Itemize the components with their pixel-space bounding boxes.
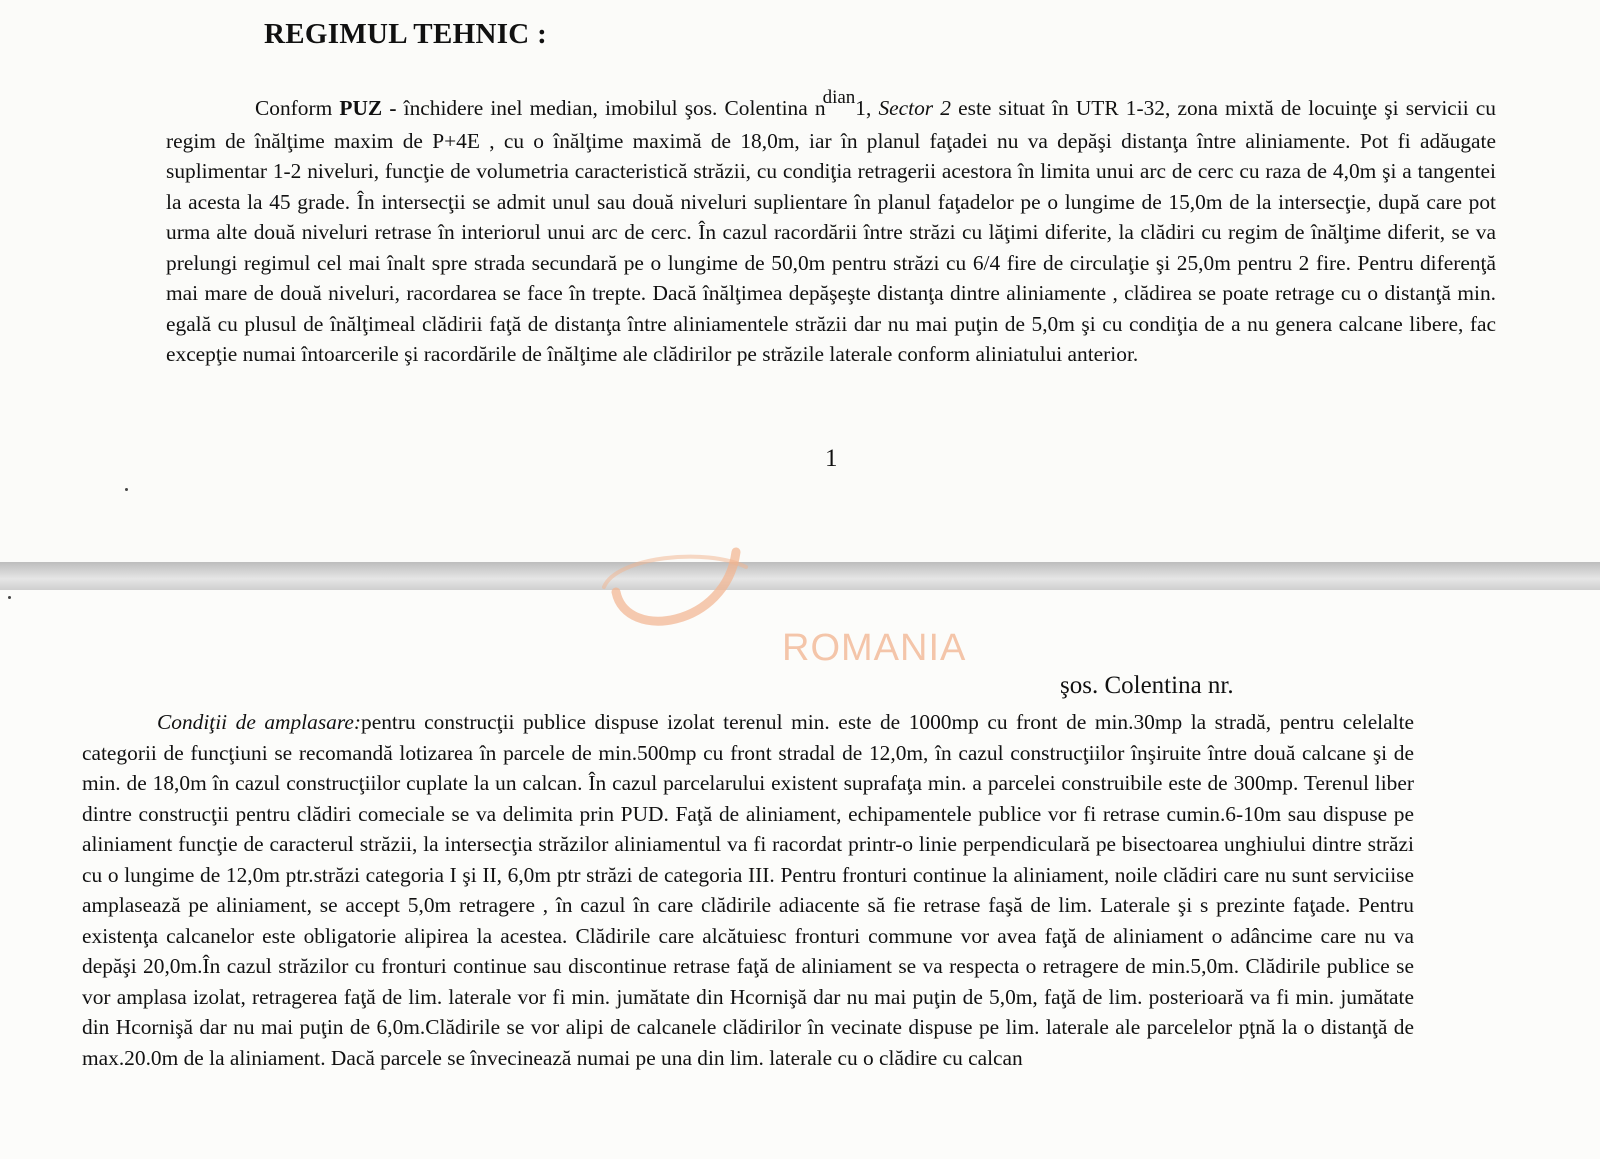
document-page-top — [0, 0, 1600, 562]
lead-text: închidere inel median, imobilul şos. Colentina n — [396, 96, 826, 120]
lead-prefix: Conform — [255, 96, 340, 120]
redacted-number-superscript: dian — [822, 87, 856, 108]
scan-speck — [125, 488, 128, 491]
watermark-text: ROMANIA — [782, 627, 967, 669]
sector-label: Sector 2 — [878, 96, 951, 120]
page-separator — [0, 562, 1600, 590]
placement-conditions-paragraph — [82, 707, 1414, 1073]
puz-label: PUZ - — [339, 96, 397, 120]
section-heading: REGIMUL TEHNIC : — [264, 18, 548, 50]
after-superscript: 1, — [855, 96, 879, 120]
paragraph-body: pentru construcţii publice dispuse izolat terenul min. este de 1000mp cu front de min.30mp la stradă, pentru celelalte categorii de funcţiuni se recomandă lotizarea în parcele de min.500mp cu front stradal de 12,0m, în cazul construcţiilor înşiruite între două calcane şi de min. de 18,0m în cazul construcţiilor cuplate la un calcan. În cazul parcelarului existent suprafaţa min. a parcelei construibile este de 300mp. Terenul liber dintre construcţii pentru clădiri comeciale se va delimita prin PUD. Faţă de aliniament, echipamentele publice vor fi retrase cumin.6-10m sau dispuse pe aliniament funcţie de caracterul străzii, la intersecţia străzilor aliniamentul va fi racordat printr-o linie perpendiculară pe bisectoarea unghiului dintre străzi cu o lungime de 12,0m ptr.străzi categoria I şi II, 6,0m ptr străzi de categoria III. Pentru fronturi continue la aliniament, noile clădiri care nu sunt serviciise amplasează pe aliniament, se accept 5,0m retragere , în cazul în care clădirile adiacente să fie retrase faşă de lim. Laterale şi s prezinte faţade. Pentru existenţa calcanelor este obligatorie alipirea la acestea. Clădirile care alcătuiesc fronturi commune vor avea faţă de aliniament o adâncime care nu va depăşi 20,0m.În cazul străzilor cu fronturi continue sau discontinue retrase faţă de aliniament se va respecta o retragere de min.5,0m. Clădirile publice se vor amplasa izolat, retragerea faţă de lim. laterale vor fi min. jumătate din Hcornişă dar nu mai puţin de 5,0m, faţă de lim. posterioară va fi min. jumătate din Hcornişă dar nu mai puţin de 6,0m.Clădirile se vor alipi de calcanele clădirilor în vecinate dispuse pe lim. laterale ale parcelelor pţnă la o distanţă de max.20.0m de la aliniament. Dacă parcele se învecinează numai pe una din lim. laterale cu o clădire cu calcan — [82, 710, 1415, 1070]
placement-conditions-label: Condiţii de amplasare: — [157, 710, 361, 734]
technical-regime-paragraph — [166, 87, 1496, 370]
paragraph-body: este situat în UTR 1-32, zona mixtă de locuinţe şi servicii cu regim de înălţime maxim de P+4E , cu o înălţime maximă de 18,0m, iar în planul faţadei nu va depăşi distanţa între aliniamente. Pot fi adăugate suplimentar 1-2 niveluri, funcţie de volumetria caracteristică străzii, cu condiţia retragerii acestora în limita unui arc de cerc cu raza de 4,0m şi a tangentei la acesta la 45 grade. În intersecţii se admit unul sau două niveluri suplientare în planul faţadelor pe o lungime de 15,0m de la intersecţie, după care pot urma alte două niveluri retrase în interiorul unui arc de cerc. În cazul racordării între străzi cu lăţimi diferite, la clădiri cu regim de înălţime diferit, se va prelungi regimul cel mai înalt spre strada secundară pe o lungime de 50,0m pentru străzi cu 6/4 fire de circulaţie şi 25,0m pentru 2 fire. Pentru diferenţă mai mare de două niveluri, racordarea se face în trepte. Dacă înălţimea depăşeşte distanţa dintre aliniamente , clădirea se poate retrage cu o distanţă min. egală cu plusul de înălţimeal clădirii faţă de distanţa între aliniamentele străzii dar nu mai puţin de 5,0m şi cu condiţia de a nu genera calcane libere, fac excepţie numai întoarcerile şi racordările de înălţime ale clădirilor pe străzile laterale conform aliniatului anterior. — [166, 96, 1496, 366]
scan-speck — [8, 596, 11, 599]
address-header: şos. Colentina nr. — [1060, 672, 1234, 699]
page-number: 1 — [825, 445, 838, 472]
